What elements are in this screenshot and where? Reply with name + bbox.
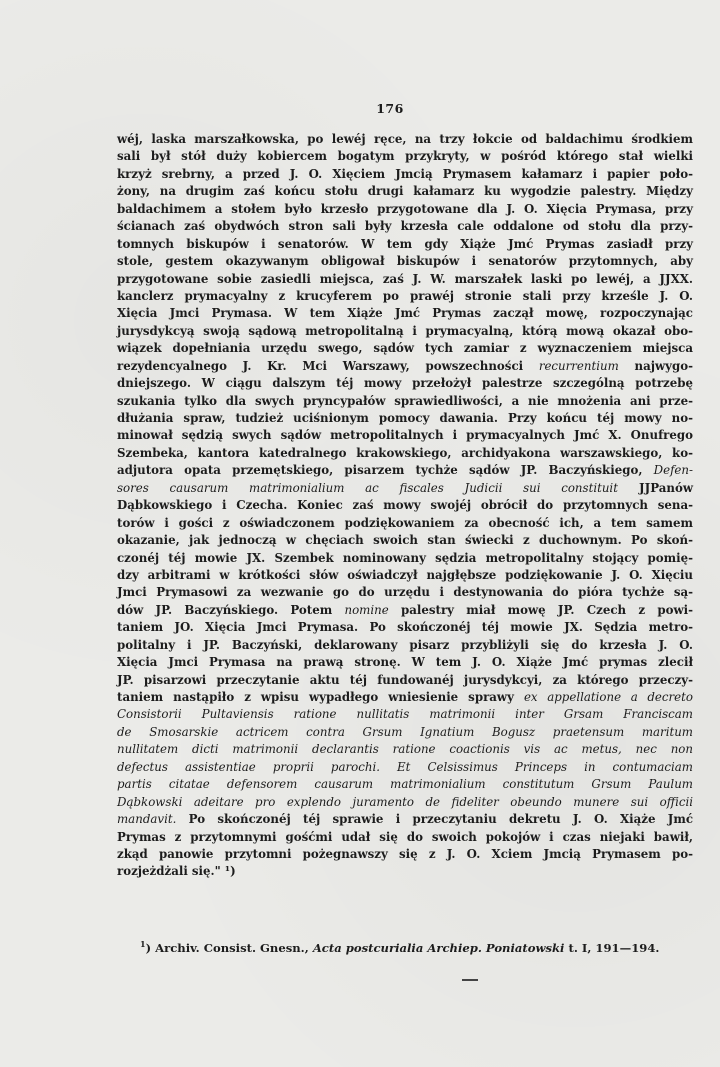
text-line	[117, 794, 693, 811]
text-line: jurysdykcyą swoją sądową metropolitalną i prymacyalną, którą mową okazał obo-	[117, 323, 693, 338]
text-line: wiązek dopełniania urzędu swego, sądów tych zamiar z wyznaczeniem miejsca	[117, 341, 693, 356]
text-line	[117, 759, 693, 776]
text-line: ścianach zaś obydwóch stron sali były krzesła cale oddalone od stołu dla przy-	[117, 219, 693, 234]
text-line: przygotowane sobie zasiedli miejsca, zaś J. W. marszałek laski po lewéj, a JJXX.	[117, 271, 693, 286]
latin-phrase: Defen-	[653, 463, 693, 478]
text-line	[117, 706, 693, 723]
text-line: rezydencyalnego J. Kr. Mci Warszawy, powszechności recurrentium najwygo-	[117, 358, 694, 373]
text-line: adjutora opata przemętskiego, pisarzem tychże sądów JP. Baczyńskiego, Defen-	[117, 463, 693, 478]
latin-phrase: de Smosarskie actricem contra Grsum Ignatium Bogusz praetensum maritum	[117, 724, 693, 739]
text-line: JP. pisarzowi przeczytanie aktu téj fundowanéj jurysdykcyi, za którego przeczy-	[117, 672, 693, 687]
text-line: wéj, laska marszałkowska, po lewéj ręce, na trzy łokcie od baldachimu środkiem	[117, 132, 693, 146]
text-line: Dąbkowskiego i Czecha. Koniec zaś mowy swojéj obrócił do przytomnych sena-	[117, 498, 693, 513]
text-line: Szembeka, kantora katedralnego krakowskiego, archidyakona warszawskiego, ko-	[117, 445, 693, 460]
text-line: stole, gestem okazywanym obligował biskupów i senatorów przytomnych, aby	[117, 254, 693, 269]
latin-phrase: sores causarum matrimonialium ac fiscales Judicii sui constituit	[117, 480, 618, 495]
ornament-dash	[462, 979, 478, 981]
text-line: Jmci Prymasowi za wezwanie go do urzędu i destynowania do pióra tychże są-	[117, 585, 693, 600]
text-line: minował sędzią swych sądów metropolitalnych i prymacyalnych Jmć X. Onufrego	[117, 428, 693, 443]
footnote-marker: 1	[140, 939, 146, 949]
latin-phrase: partis citatae defensorem causarum matrimonialium constitutum Grsum Paulum	[117, 777, 693, 792]
text-line: sores causarum matrimonialium ac fiscales Judicii sui constituit JJPanów	[117, 480, 693, 495]
text-line: dzy arbitrami w krótkości słów oświadczył najgłębsze podziękowanie J. O. Xięciu	[117, 567, 693, 582]
footnote-source: Archiv. Consist. Gnesn.,	[155, 940, 309, 955]
text-line: żony, na drugim zaś końcu stołu drugi kałamarz ku wygodzie palestry. Między	[117, 184, 693, 199]
text-line: tomnych biskupów i senatorów. W tem gdy Xiąże Jmć Prymas zasiadł przy	[117, 236, 693, 251]
text-line: szukania tylko dla swych pryncypałów sprawiedliwości, a nie mnożenia ani prze-	[117, 393, 693, 408]
text-line: dłużania spraw, tudzież uciśnionym pomocy dawania. Przy końcu téj mowy no-	[117, 411, 693, 425]
latin-phrase: recurrentium	[538, 358, 619, 373]
latin-phrase: defectus assistentiae proprii parochi. Et Celsissimus Princeps in contumaciam	[117, 759, 693, 774]
text-line	[117, 741, 693, 758]
text-line: torów i gości z oświadczonem podziękowaniem za obecność ich, a tem samem	[117, 515, 693, 530]
text-line: baldachimem a stołem było krzesło przygotowane dla J. O. Xięcia Prymasa, przy	[117, 201, 693, 216]
text-line: Prymas z przytomnymi gośćmi udał się do swoich pokojów i czas niejaki bawił,	[117, 829, 693, 844]
latin-phrase: ex appellatione a decreto	[523, 690, 693, 704]
text-line: czonéj téj mowie JX. Szembek nominowany sędzia metropolitalny stojący pomię-	[117, 550, 693, 565]
text-line: taniem JO. Xięcia Jmci Prymasa. Po skończonéj téj mowie JX. Sędzia metro-	[117, 620, 693, 635]
text-line: okazanie, jak jednoczą w chęciach swoich stan świecki z duchownym. Po skoń-	[117, 533, 693, 548]
text-line: mandavit. Po skończonéj téj sprawie i przeczytaniu dekretu J. O. Xiąże Jmć	[117, 812, 693, 827]
text-line: Xięcia Jmci Prymasa. W tem Xiąże Jmć Prymas zaczął mowę, rozpoczynając	[117, 306, 693, 321]
text-line: Xięcia Jmci Prymasa na prawą stronę. W tem J. O. Xiąże Jmć prymas zlecił	[117, 655, 693, 670]
latin-phrase: Consistorii Pultaviensis ratione nullitatis matrimonii inter Grsam Franciscam	[117, 707, 693, 722]
text-line: dniejszego. W ciągu dalszym téj mowy przełożył palestrze szczególną potrzebę	[117, 376, 693, 391]
text-line	[117, 776, 693, 793]
text-line: politalny i JP. Baczyński, deklarowany pisarz przybliżyli się do krzesła J. O.	[117, 637, 693, 652]
text-line: krzyż srebrny, a przed J. O. Xięciem Jmcią Prymasem kałamarz i papier poło-	[117, 166, 693, 181]
latin-phrase: Dąbkowski adeitare pro explendo juramento de fideliter obeundo munere sui officii	[117, 794, 693, 809]
footnote: $^1$) Archiv. Consist. Gnesn., Acta postcurialia Archiep. Poniatowski t. I, 191—194.	[140, 939, 660, 955]
footnote-pages: t. I, 191—194.	[568, 940, 660, 955]
footnote-title: Acta postcurialia Archiep. Poniatowski	[312, 940, 565, 955]
text-line: taniem nastąpiło z wpisu wypadłego wniesienie sprawy ex appellatione a decreto	[117, 690, 693, 704]
text-line: sali był stół duży kobiercem bogatym przykryty, w pośród którego stał wielki	[117, 149, 693, 164]
text-line: zkąd panowie przytomni pożegnawszy się z J. O. Xciem Jmcią Prymasem po-	[117, 846, 693, 861]
text-line	[117, 724, 693, 741]
latin-phrase: nullitatem dicti matrimonii declarantis ratione coactionis vis ac metus, nec non	[117, 742, 693, 757]
text-line: rozjeżdżali się." ¹)	[117, 864, 236, 879]
body-text	[117, 131, 693, 881]
latin-phrase: mandavit.	[117, 812, 177, 827]
text-line: dów JP. Baczyńskiego. Potem nomine palestry miał mowę JP. Czech z powi-	[117, 602, 693, 617]
latin-phrase: nomine	[344, 602, 389, 617]
text-line: kanclerz prymacyalny z krucyferem po prawéj stronie stali przy krześle J. O.	[117, 288, 693, 303]
page-number: 176	[376, 101, 404, 116]
